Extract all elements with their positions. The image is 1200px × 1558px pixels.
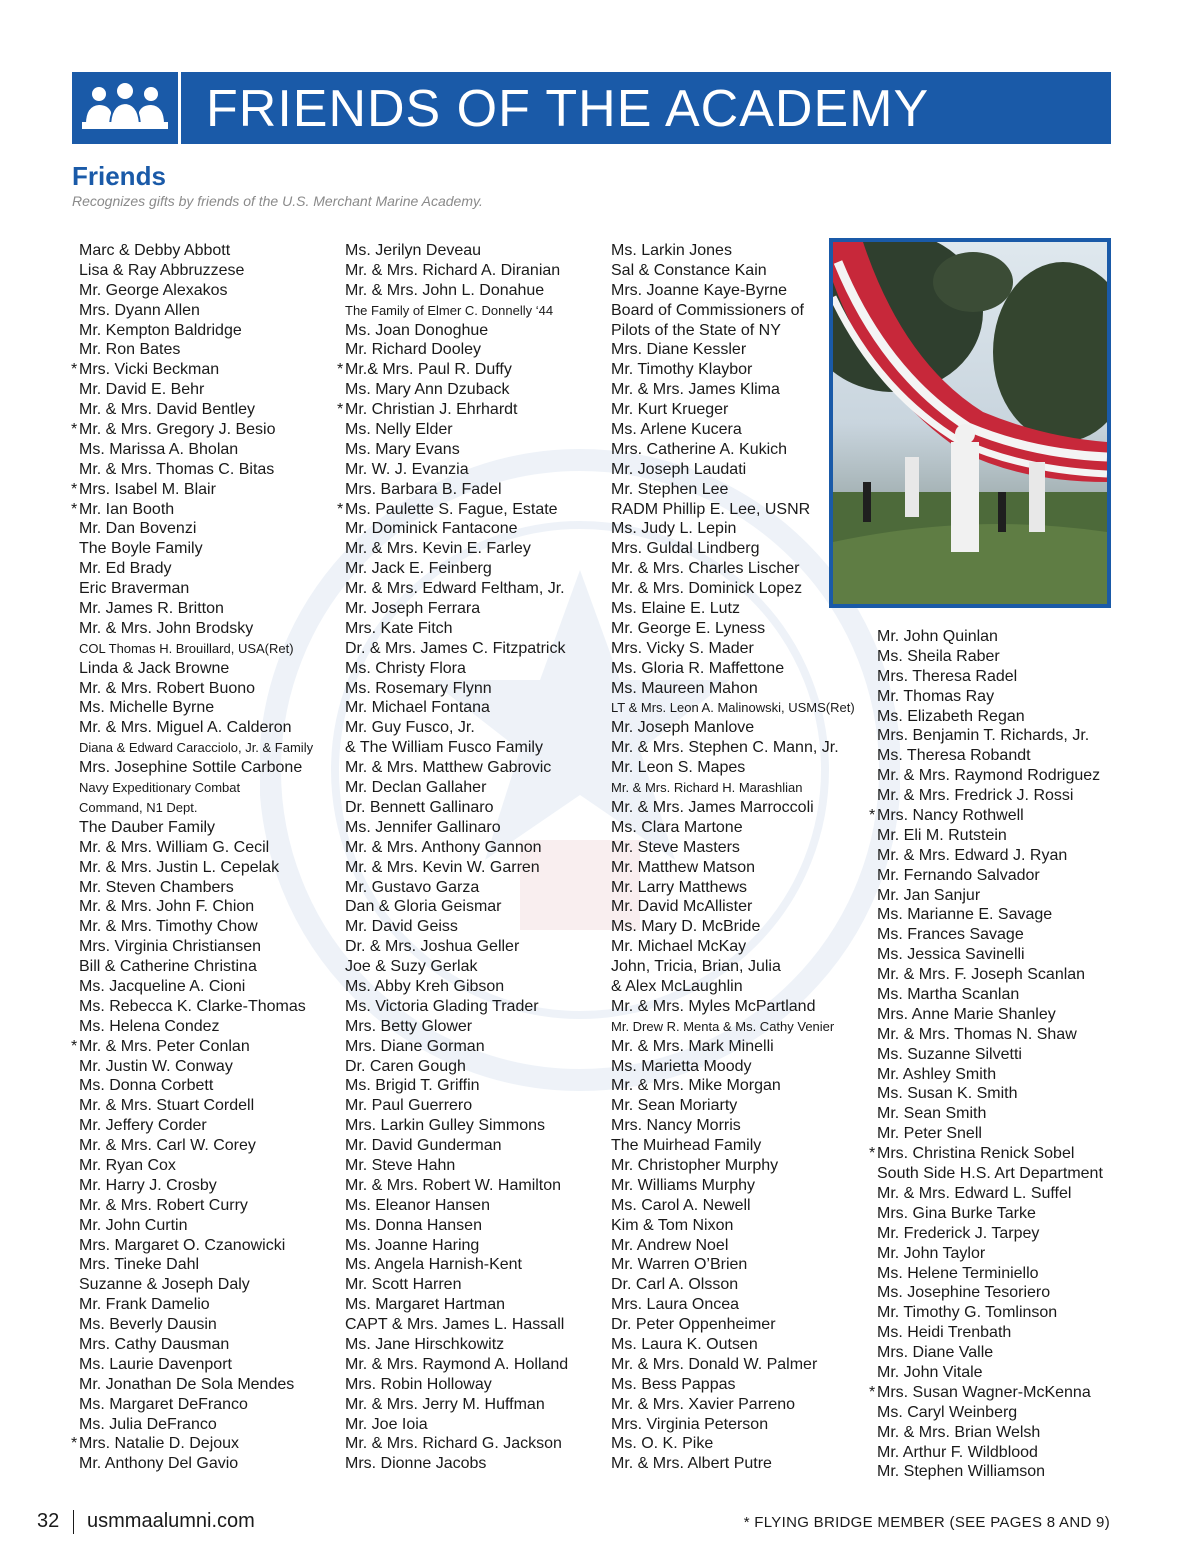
donor-name: The Muirhead Family (611, 1137, 762, 1155)
donor-name: Joe & Suzy Gerlak (345, 958, 478, 976)
donor-name: Ms. Martha Scanlan (877, 986, 1020, 1004)
donor-name: Mr. George E. Lyness (611, 619, 766, 637)
donor-name: Mr. & Mrs. Kevin W. Garren (345, 858, 540, 876)
donor-name: Mr. Ryan Cox (79, 1156, 176, 1174)
section-title: Friends (72, 161, 166, 191)
donor-name: Ms. Suzanne Silvetti (877, 1045, 1022, 1063)
donor-name: * Mrs. Vicki Beckman (71, 361, 220, 379)
donor-name: Dr. Caren Gough (345, 1057, 466, 1075)
donor-name: Mr. & Mrs. Xavier Parreno (611, 1395, 796, 1413)
donor-name: & The William Fusco Family (345, 739, 543, 757)
donor-name: Mr. David Geiss (345, 918, 458, 936)
donor-name: Mr. & Mrs. Edward Feltham, Jr. (345, 580, 565, 598)
donor-name: Mr. & Mrs. John F. Chion (79, 898, 255, 916)
donor-name: Mr. Joe Ioia (345, 1415, 428, 1433)
donor-name: Mr. & Mrs. Richard G. Jackson (345, 1435, 562, 1453)
donor-name: Mr. & Mrs. Robert W. Hamilton (345, 1176, 562, 1194)
donor-name: Mr. & Mrs. Richard A. Diranian (345, 261, 561, 279)
donor-name: Mr. & Mrs. Robert Curry (79, 1196, 248, 1214)
donor-name: Mrs. Barbara B. Fadel (345, 480, 502, 498)
donor-name: & Alex McLaughlin (611, 977, 743, 995)
donor-name: Mr. Williams Murphy (611, 1176, 756, 1194)
flying-bridge-marker: * (71, 361, 78, 379)
flying-bridge-marker: * (71, 421, 78, 439)
donor-name: Marc & Debby Abbott (79, 242, 231, 259)
donor-name: Mr. & Mrs. Fredrick J. Rossi (877, 787, 1074, 805)
donor-name: Mr. Dominick Fantacone (345, 520, 518, 538)
donor-name: Mr. Steve Hahn (345, 1156, 456, 1174)
donor-name: Mr. & Mrs. Raymond A. Holland (345, 1355, 569, 1373)
donor-name: Mrs. Theresa Radel (877, 667, 1018, 685)
donor-name: Ms. Nelly Elder (345, 421, 453, 439)
donor-name: The Family of Elmer C. Donnelly ‘44 (345, 302, 554, 318)
donor-name: Ms. Helene Terminiello (877, 1264, 1039, 1282)
donor-name: Mr. & Mrs. David Bentley (79, 401, 256, 419)
donor-name: Mr. Larry Matthews (611, 878, 748, 896)
donor-name: Mr. & Mrs. Jerry M. Huffman (345, 1395, 545, 1413)
donor-name: Mrs. Virginia Peterson (611, 1415, 769, 1433)
donor-column-4 (869, 627, 1103, 1482)
donor-name: Ms. Jennifer Gallinaro (345, 818, 501, 836)
donor-name: Dr. Bennett Gallinaro (345, 798, 494, 816)
donor-name: Mrs. Diane Kessler (611, 341, 747, 359)
donor-name: Ms. Sheila Raber (877, 647, 1000, 665)
donor-name: CAPT & Mrs. James L. Hassall (345, 1316, 565, 1334)
donor-name: Mrs. Diane Valle (877, 1344, 994, 1362)
donor-name: Mr. Ed Brady (79, 560, 172, 578)
donor-name: Mr. & Mrs. Edward L. Suffel (877, 1184, 1072, 1202)
donor-name: Ms. Judy L. Lepin (611, 520, 737, 538)
flag-ceremony-photo (829, 238, 1111, 608)
header-divider (178, 72, 181, 144)
donor-name: The Boyle Family (79, 540, 203, 558)
donor-name: Mr. Thomas Ray (877, 687, 995, 705)
donor-name: Mrs. Larkin Gulley Simmons (345, 1117, 546, 1135)
donor-name: * Mrs. Susan Wagner-McKenna (869, 1383, 1091, 1401)
donor-name: Eric Braverman (79, 580, 190, 598)
donor-name: Mr. & Mrs. Thomas N. Shaw (877, 1025, 1077, 1043)
donor-name: Mrs. Margaret O. Czanowicki (79, 1236, 286, 1254)
donor-name: Mr. Richard Dooley (345, 341, 482, 359)
donor-name: Mr. & Mrs. Thomas C. Bitas (79, 460, 275, 478)
donor-name: Mrs. Cathy Dausman (79, 1335, 230, 1353)
donor-name: Ms. Eleanor Hansen (345, 1196, 490, 1214)
donor-name: Mr. Joseph Laudati (611, 460, 747, 478)
donor-name: Mr. Paul Guerrero (345, 1097, 473, 1115)
donor-name: Ms. Mary Evans (345, 440, 460, 458)
donor-name: Dr. & Mrs. Joshua Geller (345, 938, 520, 956)
donor-name: Mr. Joseph Ferrara (345, 600, 481, 618)
donor-name: Mrs. Kate Fitch (345, 619, 453, 637)
donor-name: Ms. Elaine E. Lutz (611, 600, 740, 618)
donor-name: Ms. Gloria R. Maffettone (611, 659, 785, 677)
donor-name: Ms. Marietta Moody (611, 1057, 752, 1075)
donor-name: Pilots of the State of NY (611, 321, 781, 339)
donor-name: Mr. & Mrs. James Klima (611, 381, 780, 399)
donor-name: Ms. Frances Savage (877, 926, 1024, 944)
donor-name: * Mr. Ian Booth (71, 500, 175, 518)
donor-name: Mrs. Virginia Christiansen (79, 938, 261, 956)
donor-name: Mr. & Mrs. Donald W. Palmer (611, 1355, 818, 1373)
page-title: FRIENDS OF THE ACADEMY (206, 80, 930, 138)
donor-name: Mr. Peter Snell (877, 1125, 982, 1143)
donor-name: John, Tricia, Brian, Julia (611, 958, 781, 976)
donor-name: Ms. Marianne E. Savage (877, 906, 1053, 924)
flying-bridge-marker: * (337, 401, 344, 419)
donor-column-2 (337, 241, 569, 1474)
donor-name: Mr. Ashley Smith (877, 1065, 997, 1083)
donor-name: Ms. Laura K. Outsen (611, 1335, 758, 1353)
donor-name: Kim & Tom Nixon (611, 1216, 734, 1234)
donor-name: Dr. & Mrs. James C. Fitzpatrick (345, 639, 566, 657)
donor-name: Ms. Larkin Jones (611, 242, 732, 259)
flying-bridge-marker: * (869, 807, 876, 825)
people-group-icon (72, 72, 178, 144)
donor-name: Ms. Angela Harnish-Kent (345, 1256, 522, 1274)
donor-name: Mr. Sean Smith (877, 1105, 987, 1123)
donor-name: Mr. Frederick J. Tarpey (877, 1224, 1040, 1242)
donor-name: Mr. & Mrs. Mark Minelli (611, 1037, 774, 1055)
donor-name: Mr. Eli M. Rutstein (877, 826, 1007, 844)
donor-name: * Mr. & Mrs. Peter Conlan (71, 1037, 250, 1055)
donor-name: * Mr. & Mrs. Gregory J. Besio (71, 421, 276, 439)
donor-name: Mr. Jack E. Feinberg (345, 560, 492, 578)
donor-name: Mrs. Guldal Lindberg (611, 540, 760, 558)
donor-name: Ms. Arlene Kucera (611, 421, 742, 439)
donor-name: Mr. Michael McKay (611, 938, 747, 956)
donor-name: Ms. Beverly Dausin (79, 1316, 217, 1334)
donor-name: Ms. Jerilyn Deveau (345, 242, 482, 259)
donor-name: Mr. & Mrs. Stuart Cordell (79, 1097, 255, 1115)
donor-name: Mr. & Mrs. Albert Putre (611, 1455, 772, 1473)
donor-name: Ms. Donna Corbett (79, 1077, 214, 1095)
donor-name: Ms. Victoria Glading Trader (345, 997, 539, 1015)
section-subtitle: Recognizes gifts by friends of the U.S. Merchant Marine Academy. (72, 193, 483, 209)
donor-name: Dan & Gloria Geismar (345, 898, 502, 916)
donor-name: RADM Phillip E. Lee, USNR (611, 500, 811, 518)
donor-name: Ms. Clara Martone (611, 818, 743, 836)
donor-name: * Ms. Paulette S. Fague, Estate (337, 500, 558, 518)
donor-name: Ms. Jacqueline A. Cioni (79, 977, 246, 995)
flying-bridge-marker: * (337, 500, 344, 518)
donor-name: Mr. & Mrs. Timothy Chow (79, 918, 258, 936)
donor-name: Mrs. Dionne Jacobs (345, 1455, 487, 1473)
donor-name: Mrs. Gina Burke Tarke (877, 1204, 1036, 1222)
donor-name: Mr. Matthew Matson (611, 858, 756, 876)
donor-name: Ms. Carol A. Newell (611, 1196, 751, 1214)
donor-name: Mr. Frank Damelio (79, 1296, 210, 1314)
donor-name: Mr. Anthony Del Gavio (79, 1455, 239, 1473)
donor-name: Mr. David McAllister (611, 898, 753, 916)
donor-name: Ms. Christy Flora (345, 659, 466, 677)
donor-name: * Mr.& Mrs. Paul R. Duffy (337, 361, 512, 379)
donor-name: Ms. Maureen Mahon (611, 679, 758, 697)
donor-name: Ms. Joanne Haring (345, 1236, 480, 1254)
donor-name: Ms. Mary Ann Dzuback (345, 381, 510, 399)
donor-name: Mr. Stephen Williamson (877, 1463, 1046, 1481)
donor-name: Mr. David Gunderman (345, 1137, 502, 1155)
flying-bridge-marker: * (337, 361, 344, 379)
donor-name: Mr. George Alexakos (79, 281, 228, 299)
donor-name: Mr. & Mrs. Edward J. Ryan (877, 846, 1068, 864)
donor-name: Mr. Steven Chambers (79, 878, 234, 896)
donor-name: Mr. Justin W. Conway (79, 1057, 233, 1075)
donor-name: Mr. Scott Harren (345, 1276, 462, 1294)
donor-name: Mr. & Mrs. John Brodsky (79, 619, 254, 637)
donor-name: Mr. & Mrs. Charles Lischer (611, 560, 800, 578)
donor-name: Mrs. Nancy Morris (611, 1117, 741, 1135)
donor-name: Ms. O. K. Pike (611, 1435, 714, 1453)
donor-name: Ms. Julia DeFranco (79, 1415, 217, 1433)
donor-name: Mr. & Mrs. James Marroccoli (611, 798, 814, 816)
donor-name: Mr. David E. Behr (79, 381, 205, 399)
donor-name: Lisa & Ray Abbruzzese (79, 261, 245, 279)
website-link[interactable]: usmmaalumni.com (87, 1510, 255, 1532)
donor-name: Mr. Kempton Baldridge (79, 321, 242, 339)
donor-name: Diana & Edward Caracciolo, Jr. & Family (79, 740, 314, 756)
donor-name: Mr. W. J. Evanzia (345, 460, 469, 478)
donor-name: Mr. & Mrs. Justin L. Cepelak (79, 858, 280, 876)
donor-name: * Mrs. Nancy Rothwell (869, 807, 1024, 825)
flying-bridge-marker: * (869, 1383, 876, 1401)
donor-name: Mr. & Mrs. Brian Welsh (877, 1423, 1041, 1441)
donor-name: COL Thomas H. Brouillard, USA(Ret) (79, 640, 294, 656)
donor-name: Mr. Arthur F. Wildblood (877, 1443, 1038, 1461)
donor-name: * Mr. Christian J. Ehrhardt (337, 401, 518, 419)
donor-name: Mrs. Tineke Dahl (79, 1256, 200, 1274)
donor-name: Ms. Heidi Trenbath (877, 1324, 1012, 1342)
donor-name: Ms. Bess Pappas (611, 1375, 736, 1393)
donor-name: Mr. Kurt Krueger (611, 401, 729, 419)
donor-name: Ms. Mary D. McBride (611, 918, 761, 936)
donor-name: Ms. Helena Condez (79, 1017, 220, 1035)
donor-name: Ms. Jessica Savinelli (877, 946, 1025, 964)
donor-name: Mr. Harry J. Crosby (79, 1176, 217, 1194)
donor-name: Mr. & Mrs. Robert Buono (79, 679, 256, 697)
donor-name: Mr. John Vitale (877, 1363, 983, 1381)
donor-name: Ms. Marissa A. Bholan (79, 440, 239, 458)
donor-name: Ms. Caryl Weinberg (877, 1403, 1018, 1421)
donor-name: Mr. & Mrs. Myles McPartland (611, 997, 816, 1015)
donor-name: Mr. & Mrs. Miguel A. Calderon (79, 719, 292, 737)
donor-name: Mrs. Dyann Allen (79, 301, 200, 319)
donor-name: Mr. & Mrs. Richard H. Marashlian (611, 780, 803, 796)
donor-name: Mr. & Mrs. Stephen C. Mann, Jr. (611, 739, 839, 757)
donor-name: Mrs. Vicky S. Mader (611, 639, 754, 657)
donor-name: Mr. & Mrs. F. Joseph Scanlan (877, 966, 1086, 984)
donor-name: * Mrs. Isabel M. Blair (71, 480, 216, 498)
donor-name: Mr. James R. Britton (79, 600, 224, 618)
donor-name: Ms. Laurie Davenport (79, 1355, 232, 1373)
donor-name: Suzanne & Joseph Daly (79, 1276, 250, 1294)
donor-name: Mrs. Robin Holloway (345, 1375, 492, 1393)
donor-name: Ms. Abby Kreh Gibson (345, 977, 505, 995)
donor-name: Mr. Dan Bovenzi (79, 520, 197, 538)
donor-name: LT & Mrs. Leon A. Malinowski, USMS(Ret) (611, 700, 855, 716)
donor-name: Mr. & Mrs. William G. Cecil (79, 838, 270, 856)
donor-name: Command, N1 Dept. (79, 799, 198, 815)
donor-name: Ms. Elizabeth Regan (877, 707, 1025, 725)
donor-name: Mr. Declan Gallaher (345, 779, 487, 797)
donor-name: Mr. & Mrs. Mike Morgan (611, 1077, 781, 1095)
donor-name: Ms. Margaret Hartman (345, 1296, 506, 1314)
donor-name: Mrs. Joanne Kaye-Byrne (611, 281, 788, 299)
donor-name: Ms. Margaret DeFranco (79, 1395, 248, 1413)
donor-name: Mr. & Mrs. Matthew Gabrovic (345, 759, 552, 777)
donor-name: Mr. Sean Moriarty (611, 1097, 738, 1115)
footer-divider (73, 1510, 74, 1534)
donor-name: Ms. Susan K. Smith (877, 1085, 1018, 1103)
flying-bridge-footnote: * FLYING BRIDGE MEMBER (SEE PAGES 8 AND 9) (743, 1514, 1110, 1531)
donor-name: Board of Commissioners of (611, 301, 804, 319)
donor-name: Mr. Drew R. Menta & Ms. Cathy Venier (611, 1018, 835, 1034)
header-banner (72, 72, 1111, 144)
flying-bridge-marker: * (71, 480, 78, 498)
donor-name: Ms. Joan Donoghue (345, 321, 489, 339)
donor-name: Ms. Rosemary Flynn (345, 679, 492, 697)
donor-name: Mr. Fernando Salvador (877, 866, 1040, 884)
donor-name: Mr. & Mrs. Raymond Rodriguez (877, 767, 1101, 785)
donor-name: Mr. John Quinlan (877, 628, 998, 645)
donor-name: Mrs. Anne Marie Shanley (877, 1005, 1056, 1023)
donor-name: Mr. & Mrs. John L. Donahue (345, 281, 545, 299)
donor-name: Mrs. Laura Oncea (611, 1296, 740, 1314)
donor-name: Mr. & Mrs. Anthony Gannon (345, 838, 542, 856)
donor-name: Mr. Michael Fontana (345, 699, 490, 717)
donor-name: Mr. Timothy G. Tomlinson (877, 1304, 1058, 1322)
donor-name: Mrs. Josephine Sottile Carbone (79, 759, 303, 777)
donor-name: Mr. Andrew Noel (611, 1236, 729, 1254)
donor-column-1 (71, 241, 314, 1474)
donor-name: Mr. Guy Fusco, Jr. (345, 719, 475, 737)
donor-name: Bill & Catherine Christina (79, 958, 257, 976)
donor-name: Mr. Jonathan De Sola Mendes (79, 1375, 295, 1393)
donor-name: Mr. John Taylor (877, 1244, 986, 1262)
donor-name: Mr. Gustavo Garza (345, 878, 480, 896)
donor-name: Ms. Brigid T. Griffin (345, 1077, 480, 1095)
donor-name: Ms. Theresa Robandt (877, 747, 1031, 765)
donor-name: Mrs. Diane Gorman (345, 1037, 485, 1055)
flying-bridge-marker: * (71, 1037, 78, 1055)
donor-name: Linda & Jack Browne (79, 659, 230, 677)
donor-name: Mr. & Mrs. Dominick Lopez (611, 580, 803, 598)
page-number: 32 (37, 1510, 60, 1532)
flying-bridge-marker: * (71, 500, 78, 518)
donor-name: Mr. Warren O’Brien (611, 1256, 748, 1274)
donor-name: Mr. Jan Sanjur (877, 886, 981, 904)
donor-name: Dr. Peter Oppenheimer (611, 1316, 776, 1334)
donor-name: The Dauber Family (79, 818, 216, 836)
donor-name: Ms. Josephine Tesoriero (877, 1284, 1051, 1302)
donor-name: Dr. Carl A. Olsson (611, 1276, 739, 1294)
donor-name: Mrs. Catherine A. Kukich (611, 440, 788, 458)
donor-name: Sal & Constance Kain (611, 261, 767, 279)
donor-name: Mrs. Benjamin T. Richards, Jr. (877, 727, 1090, 745)
donor-name: Ms. Rebecca K. Clarke-Thomas (79, 997, 306, 1015)
donor-name: * Mrs. Natalie D. Dejoux (71, 1435, 240, 1453)
flying-bridge-marker: * (71, 1435, 78, 1453)
donor-name: Ms. Donna Hansen (345, 1216, 482, 1234)
donor-name: Ms. Jane Hirschkowitz (345, 1335, 505, 1353)
donor-name: Mr. John Curtin (79, 1216, 188, 1234)
donor-name: Ms. Michelle Byrne (79, 699, 215, 717)
donor-name: Mr. Timothy Klaybor (611, 361, 753, 379)
donor-name: Mr. Jeffery Corder (79, 1117, 207, 1135)
donor-name: Mr. Steve Masters (611, 838, 740, 856)
flying-bridge-marker: * (869, 1145, 876, 1163)
donor-name: Mrs. Betty Glower (345, 1017, 473, 1035)
donor-name: Mr. Leon S. Mapes (611, 759, 746, 777)
donor-name: Mr. & Mrs. Kevin E. Farley (345, 540, 531, 558)
donor-name: * Mrs. Christina Renick Sobel (869, 1145, 1075, 1163)
donor-name: Mr. Christopher Murphy (611, 1156, 779, 1174)
donor-name: Mr. Stephen Lee (611, 480, 729, 498)
donor-name: Mr. Joseph Manlove (611, 719, 755, 737)
donor-name: Mr. Ron Bates (79, 341, 181, 359)
donor-name: South Side H.S. Art Department (877, 1165, 1103, 1183)
donor-column-3 (611, 241, 855, 1474)
donor-name: Navy Expeditionary Combat (79, 780, 241, 796)
donor-name: Mr. & Mrs. Carl W. Corey (79, 1137, 256, 1155)
